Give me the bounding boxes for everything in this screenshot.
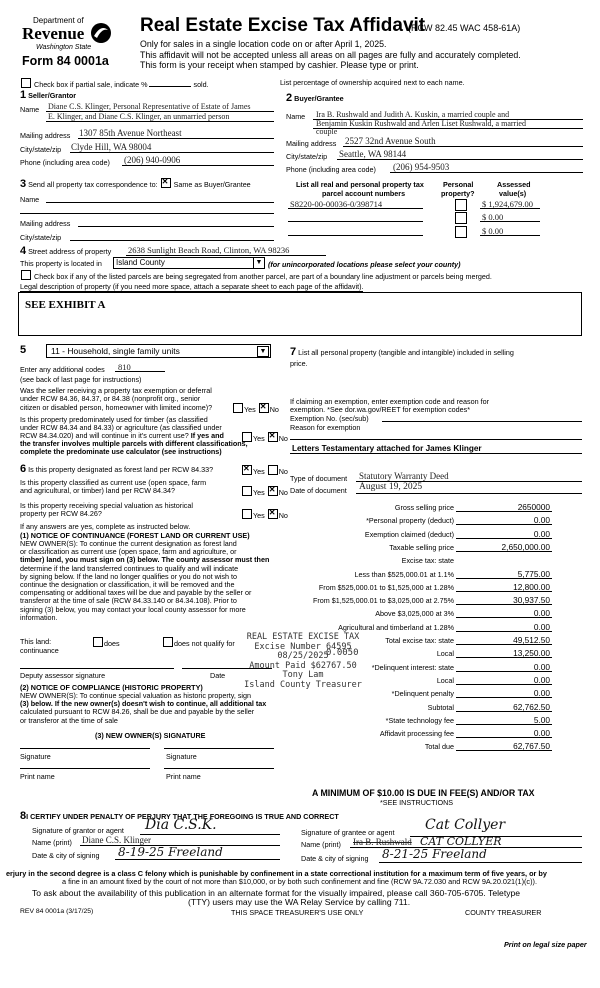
- buyer-city[interactable]: Seattle, WA 98144: [339, 149, 407, 159]
- q-exemption-3: citizen or disabled person, homeowner with limited income)?: [20, 403, 213, 412]
- segregated-checkbox[interactable]: [21, 270, 31, 280]
- form-title: Real Estate Excise Tax Affidavit: [140, 15, 426, 36]
- use-select[interactable]: [46, 344, 271, 358]
- county-value: Island County: [116, 258, 165, 267]
- does-not-label: does not qualify for: [174, 639, 235, 648]
- correspondence-label: Send all property tax correspondence to:: [28, 180, 158, 189]
- personal-header-2: property?: [441, 189, 475, 198]
- yes-label: Yes: [253, 511, 265, 520]
- calc-label: Subtotal: [427, 702, 454, 712]
- q-historic-yes-checkbox[interactable]: [242, 509, 252, 519]
- grantee-name[interactable]: CAT COLLYER: [420, 835, 502, 848]
- assessed-header-2: value(s): [499, 189, 527, 198]
- doc-type-label: Type of document: [290, 474, 348, 483]
- stamp-line: 08/25/2025: [277, 651, 329, 662]
- legal-paper-note: Print on legal size paper: [504, 940, 587, 949]
- seller-name-line2[interactable]: E. Klinger, and Diane C.S. Klinger, an unmarried person: [48, 112, 230, 121]
- county-treasurer-label: COUNTY TREASURER: [465, 908, 542, 917]
- calc-value[interactable]: 0.00: [533, 688, 550, 699]
- deputy-label: Deputy assessor signature: [20, 671, 106, 680]
- q-currentuse-2: and agricultural, or timber) land per RCW 84.34?: [20, 486, 176, 495]
- partial-sale-label: Check box if partial sale, indicate %: [34, 80, 148, 89]
- alt-format-line-2: (TTY) users may use the WA Relay Service by calling 711.: [188, 897, 411, 907]
- parcel-row-3-personal-checkbox[interactable]: [455, 226, 467, 238]
- continuance-label: continuance: [20, 646, 59, 655]
- dor-logo: [20, 16, 120, 54]
- add-codes-label: Enter any additional codes: [20, 365, 105, 374]
- notice-1-line: timber) land, you must sign on (3) below. The county assessor must then: [20, 555, 270, 565]
- q-forest-yes-checkbox[interactable]: [242, 465, 252, 475]
- exemption-text-2: exemption. *See dor.wa.gov/REET for exemption codes*: [290, 405, 471, 414]
- notice-2-line: calculated pursuant to RCW 84.26, shall be due and payable by the seller: [20, 707, 255, 717]
- grantor-name-label: Name (print): [32, 838, 72, 847]
- add-codes-value[interactable]: 810: [118, 362, 131, 372]
- calc-value[interactable]: 0.00: [533, 608, 550, 619]
- no-label: No: [278, 467, 288, 476]
- calc-value[interactable]: 30,937.50: [513, 595, 550, 606]
- does-option: [92, 637, 120, 648]
- grantee-name-struck: Ira B. Rushwald: [353, 837, 412, 847]
- section-6-number: 6: [20, 463, 27, 475]
- parcel-row-3-value[interactable]: $ 0.00: [482, 226, 504, 236]
- calc-label: Affidavit processing fee: [379, 729, 454, 739]
- street-row: [20, 245, 111, 257]
- q-currentuse-yes-checkbox[interactable]: [242, 486, 252, 496]
- calc-value[interactable]: 5,775.00: [517, 568, 550, 579]
- seller-phone[interactable]: (206) 940-0906: [124, 155, 181, 165]
- see-back-note: (see back of last page for instructions): [20, 375, 142, 384]
- parcel-row-2-personal-checkbox[interactable]: [455, 212, 467, 224]
- notice-1-line: transferor at the time of sale (RCW 84.33.140 or 84.34.108). Prior to: [20, 596, 237, 606]
- exemption-reason[interactable]: Letters Testamentary attached for James Klinger: [292, 444, 482, 453]
- buyer-city-label: City/state/zip: [286, 152, 328, 161]
- logo-revenue: Revenue: [22, 24, 85, 43]
- calc-value[interactable]: 2650000: [517, 502, 550, 512]
- seller-city[interactable]: Clyde Hill, WA 98004: [71, 142, 152, 152]
- does-checkbox[interactable]: [93, 637, 103, 647]
- q-timber-answer: [241, 432, 288, 443]
- seller-city-label: City/state/zip: [20, 145, 62, 154]
- assessed-header-1: Assessed: [497, 180, 531, 189]
- calc-value[interactable]: 0.00: [533, 528, 550, 539]
- calc-value[interactable]: 62,762.50: [513, 701, 550, 712]
- parcel-row-1-personal-checkbox[interactable]: [455, 199, 467, 211]
- legal-desc-label: Legal description of property (if you need more space, attach a separate sheet to each page of the affidavit).: [20, 282, 364, 291]
- stamp-line: Amount Paid $62767.50: [249, 660, 357, 671]
- calc-value[interactable]: 0.00: [533, 515, 550, 526]
- corr-addr-label: Mailing address: [20, 219, 71, 228]
- q-historic-1: Is this property receiving special valuation as historical: [20, 501, 193, 510]
- q-timber-no-checkbox[interactable]: [268, 432, 278, 442]
- calc-label: *Delinquent penalty: [391, 689, 454, 699]
- logo-swoosh-icon: [90, 22, 112, 44]
- parcel-row-1-value[interactable]: $ 1,924,679.00: [482, 199, 533, 209]
- section-1-number: 1: [20, 89, 27, 101]
- calc-value[interactable]: 62,767.50: [513, 741, 550, 752]
- rev-label: REV 84 0001a (3/17/25): [20, 908, 94, 915]
- does-label: does: [104, 639, 120, 648]
- seller-phone-label: Phone (including area code): [20, 158, 110, 167]
- q-currentuse-1: Is this property classified as current use (open space, farm: [20, 478, 207, 487]
- grantee-signature[interactable]: Cat Collyer: [425, 817, 506, 833]
- notice-2-line: NEW OWNER(S): To continue special valuation as historic property, sign: [20, 691, 252, 700]
- new-owner-sig-label-1: Signature: [20, 752, 51, 761]
- perjury-line-2: a fine in an amount fixed by the court of not more than $10,000, or by both such confinement and fine (RCW 9A.72.030 and RCW 9A.20.021(1)(c)).: [62, 877, 537, 886]
- parcel-row-2-value[interactable]: $ 0.00: [482, 212, 504, 222]
- calc-value[interactable]: 13,250.00: [513, 648, 550, 659]
- q-timber-3-text: RCW 84.34.020) and will continue in it's current use?: [20, 431, 189, 440]
- chevron-down-icon: ▼: [253, 258, 264, 268]
- new-owner-print-label-1: Print name: [20, 772, 55, 781]
- ownership-note: List percentage of ownership acquired next to each name.: [280, 78, 465, 87]
- parcel-header-2: parcel account numbers: [322, 189, 406, 198]
- seller-name-label: Name: [20, 105, 40, 114]
- notice-1-line: determine if the land transferred continues to qualify and will indicate: [20, 563, 239, 573]
- logo-state: Washington State: [36, 44, 92, 51]
- doesnot-option: [162, 637, 235, 648]
- q-historic-2: property per RCW 84.26?: [20, 509, 102, 518]
- calc-label: From $525,000.01 to $1,525,000 at 1.28%: [318, 582, 454, 592]
- grantor-date-city[interactable]: 8-19-25 Freeland: [118, 845, 223, 859]
- buyer-name-line3[interactable]: couple: [316, 127, 338, 136]
- no-label: No: [278, 511, 288, 520]
- q-exemption-no-checkbox[interactable]: [259, 403, 269, 413]
- section-5-number: 5: [20, 344, 27, 356]
- header-line-1: Only for sales in a single location code on or after April 1, 2025.: [140, 39, 387, 49]
- partial-pct-field[interactable]: [149, 86, 191, 87]
- q-timber-2: under RCW 84.34 and 84.33) or agriculture (as classified under: [20, 423, 222, 432]
- calc-value[interactable]: 12,800.00: [513, 581, 550, 592]
- buyer-heading: [286, 92, 344, 104]
- minimum-note: A MINIMUM OF $10.00 IS DUE IN FEE(S) AND/OR TAX: [312, 788, 535, 798]
- notice-1-line: information.: [20, 612, 58, 622]
- calc-label: Above $3,025,000 at 3%: [375, 609, 454, 619]
- street-address[interactable]: 2638 Sunlight Beach Road, Clinton, WA 98236: [128, 245, 290, 255]
- same-as-buyer-label: Same as Buyer/Grantee: [173, 180, 251, 189]
- calc-label: Gross selling price: [394, 503, 454, 512]
- calc-label: Less than $525,000.01 at 1.1%: [354, 569, 454, 579]
- q-forest-no-checkbox[interactable]: [268, 465, 278, 475]
- this-land-label: This land:: [20, 637, 52, 646]
- perjury-text-1: erjury in the second degree is a class C felony which is punishable by confinement in a state correctional institution for a maximum term of five years, or by: [6, 869, 547, 878]
- section-8-number: 8: [20, 810, 27, 822]
- see-instructions: *SEE INSTRUCTIONS: [380, 798, 454, 807]
- grantor-date-label: Date & city of signing: [32, 851, 100, 860]
- notice-1-line: compensating or additional taxes will be due and payable by the seller or: [20, 588, 252, 598]
- calc-value[interactable]: 5.00: [533, 714, 550, 725]
- calc-label: Local: [436, 649, 454, 659]
- q-exemption-yes-checkbox[interactable]: [233, 403, 243, 413]
- grantor-signature[interactable]: Dia C.S.K.: [145, 817, 217, 833]
- q-timber-5: complete the predominate use calculator (see instructions): [20, 447, 222, 456]
- corr-name-label: Name: [20, 195, 40, 204]
- section-4-number: 4: [20, 245, 27, 257]
- notice-1-line: signing (3) below, you may contact your local county assessor for more: [20, 604, 246, 614]
- local-rate: 0.0050: [326, 648, 359, 659]
- buyer-name-line1[interactable]: Ira B. Rushwald and Judith A. Kuskin, a married couple and: [316, 110, 510, 119]
- section-2-number: 2: [286, 92, 293, 104]
- q-historic-no-checkbox[interactable]: [268, 509, 278, 519]
- notice-1-line: or classification as current use (open space, farm and agriculture, or: [20, 547, 237, 557]
- q-historic-answer: [241, 509, 288, 520]
- calc-label: Local: [436, 675, 454, 685]
- exemption-no-label: Exemption No. (sec/sub): [290, 414, 369, 423]
- calc-value[interactable]: 2,650,000.00: [501, 541, 550, 552]
- segregated-label: Check box if any of the listed parcels are being segregated from another parcel, are part of a boundary line adjustment or parcels being merged.: [34, 272, 492, 281]
- calc-value[interactable]: 0.00: [533, 661, 550, 672]
- q-timber-4: the transfer involves multiple parcels with different classifications,: [20, 439, 248, 448]
- grantee-sig-label: Signature of grantee or agent: [301, 828, 395, 837]
- seller-heading: [20, 89, 76, 101]
- section-7-number: 7: [290, 346, 297, 358]
- grantor-name[interactable]: Diane C.S. Klinger: [82, 835, 151, 845]
- certify-text: I CERTIFY UNDER PENALTY OF PERJURY THAT THE FOREGOING IS TRUE AND CORRECT: [26, 812, 339, 821]
- does-not-checkbox[interactable]: [163, 637, 173, 647]
- section-3-number: 3: [20, 178, 27, 190]
- buyer-title: Buyer/Grantee: [294, 94, 344, 103]
- notice-2-line: (3) below. If the new owner(s) doesn't wish to continue, all additional tax: [20, 699, 267, 709]
- calc-label: Total excise tax: state: [385, 636, 454, 645]
- calc-label: *Personal property (deduct): [366, 516, 454, 526]
- buyer-name-label: Name: [286, 112, 306, 121]
- yes-label: Yes: [253, 434, 265, 443]
- personal-header-1: Personal: [443, 180, 474, 189]
- q-forest: [20, 463, 213, 475]
- q-timber-yes-checkbox[interactable]: [242, 432, 252, 442]
- no-label: No: [269, 405, 279, 414]
- use-chevron-down-icon: ▼: [257, 346, 269, 357]
- q-exemption-1: Was the seller receiving a property tax exemption or deferral: [20, 386, 212, 395]
- q-exemption-2: under RCW 84.36, 84.37, or 84.38 (nonprofit org., senior: [20, 394, 201, 403]
- stamp-line: Excise Number 64595: [254, 641, 352, 652]
- if-any-note: If any answers are yes, complete as instructed below.: [20, 522, 191, 531]
- q-currentuse-no-checkbox[interactable]: [268, 486, 278, 496]
- q-exemption-answer: [232, 403, 279, 414]
- calc-label: Exemption claimed (deduct): [364, 529, 454, 539]
- calc-label: Taxable selling price: [389, 542, 454, 552]
- calc-label: Total due: [424, 742, 454, 752]
- exemption-reason-label: Reason for exemption: [290, 423, 361, 432]
- alt-format-line-1: To ask about the availability of this publication in an alternate format for the visually impaired, please call 360-705-6705. Teletype: [32, 888, 521, 898]
- seller-addr[interactable]: 1307 85th Avenue Northeast: [79, 128, 182, 138]
- q-timber-1: Is this property predominately used for timber (as classified: [20, 415, 208, 424]
- doc-type[interactable]: Statutory Warranty Deed: [359, 471, 449, 481]
- stamp-line: Tony Lam: [282, 670, 324, 681]
- buyer-phone[interactable]: (206) 954-9503: [393, 162, 450, 172]
- buyer-phone-label: Phone (including area code): [286, 165, 376, 174]
- doc-date[interactable]: August 19, 2025: [359, 482, 423, 492]
- buyer-name-line2[interactable]: Benjamin Kuskin Rushwald and Arlen Liset Rushwald, a married: [316, 119, 526, 128]
- notice-1-line: NEW OWNER(S): To continue the current designation as forest land: [20, 539, 237, 548]
- form-number: Form 84 0001a: [22, 54, 109, 68]
- notice-1-body: [20, 540, 269, 622]
- logo-dept: Department of: [33, 16, 84, 25]
- stamp-line: Island County Treasurer: [244, 679, 362, 690]
- calc-value[interactable]: 0.00: [533, 674, 550, 685]
- grantor-sig-label: Signature of grantor or agent: [32, 826, 124, 835]
- no-label: No: [278, 434, 288, 443]
- notice-2-line: or transferor at the time of sale: [20, 715, 118, 725]
- notice-3-heading: (3) NEW OWNER(S) SIGNATURE: [95, 731, 206, 740]
- treasurer-stamp: [238, 633, 368, 691]
- partial-sale-checkbox[interactable]: [21, 78, 31, 88]
- notice-1-line: continue the designation or classification, it will be removed and the: [20, 580, 235, 590]
- segregated-row: [20, 270, 492, 281]
- legal-exhibit: SEE EXHIBIT A: [25, 299, 106, 311]
- calc-value[interactable]: 0.00: [533, 728, 550, 739]
- same-as-buyer-checkbox[interactable]: [161, 178, 171, 188]
- new-owner-sig-label-2: Signature: [166, 752, 197, 761]
- q-timber-3-bold: If yes and: [190, 431, 224, 440]
- partial-sale-row: [20, 78, 209, 89]
- corr-city-label: City/state/zip: [20, 233, 62, 242]
- q-currentuse-answer: [241, 486, 288, 497]
- notice-2-body: [20, 692, 266, 725]
- calc-label: Excise tax: state: [401, 556, 454, 566]
- correspondence-row: [20, 178, 251, 190]
- grantee-date-label: Date & city of signing: [301, 854, 369, 863]
- calc-value[interactable]: 0.00: [533, 621, 550, 632]
- notice-1-line: by signing below. If the land no longer qualifies or you do not wish to: [20, 571, 237, 581]
- seller-title: Seller/Grantor: [28, 91, 77, 100]
- exemption-text-1: If claiming an exemption, enter exemption code and reason for: [290, 397, 489, 406]
- parcel-header-1: List all real and personal property tax: [296, 180, 424, 189]
- street-label: Street address of property: [28, 247, 112, 256]
- legal-description-box[interactable]: [18, 292, 582, 336]
- header-line-2: This affidavit will not be accepted unless all areas on all pages are fully and accurately completed.: [140, 50, 521, 60]
- use-value: 11 - Household, single family units: [51, 346, 180, 356]
- calc-label: *State technology fee: [385, 715, 454, 725]
- personal-prop-text: List all personal property (tangible and intangible) included in selling: [298, 348, 514, 357]
- doc-date-label: Date of document: [290, 486, 347, 495]
- q-forest-text: Is this property designated as forest land per RCW 84.33?: [28, 465, 214, 474]
- no-label: No: [278, 488, 288, 497]
- calc-label: From $1,525,000.01 to $3,025,000 at 2.75%: [312, 596, 454, 606]
- buyer-addr-label: Mailing address: [286, 139, 337, 148]
- notice-1-heading: (1) NOTICE OF CONTINUANCE (FOREST LAND OR CURRENT USE): [20, 531, 250, 540]
- yes-label: Yes: [244, 405, 256, 414]
- parcel-row-1-number[interactable]: S8220-00-00036-0/398714: [290, 199, 383, 209]
- seller-name-line1[interactable]: Diane C.S. Klinger, Personal Representative of Estate of James: [48, 102, 251, 111]
- located-label: This property is located in: [20, 259, 102, 268]
- calc-value[interactable]: 49,512.50: [513, 635, 550, 645]
- grantee-date-city[interactable]: 8-21-25 Freeland: [382, 847, 487, 861]
- grantee-name-label: Name (print): [301, 840, 341, 849]
- new-owner-print-label-2: Print name: [166, 772, 201, 781]
- buyer-addr[interactable]: 2527 32nd Avenue South: [345, 136, 436, 146]
- notice-2-heading: (2) NOTICE OF COMPLIANCE (HISTORIC PROPERTY): [20, 683, 203, 692]
- calc-label: Agricultural and timberland at 1.28%: [338, 622, 454, 632]
- header-line-3: This form is your receipt when stamped by cashier. Please type or print.: [140, 60, 419, 70]
- q-forest-answer: [241, 465, 288, 476]
- deputy-date-label: Date: [210, 671, 226, 680]
- personal-prop-row: [290, 346, 514, 358]
- treasurer-use-label: THIS SPACE TREASURER'S USE ONLY: [231, 908, 364, 917]
- county-select[interactable]: [113, 257, 265, 269]
- seller-addr-label: Mailing address: [20, 131, 71, 140]
- yes-label: Yes: [253, 467, 265, 476]
- partial-sold-label: sold.: [193, 80, 209, 89]
- uninc-note: (for unincorporated locations please select your county): [268, 260, 461, 269]
- calc-label: *Delinquent interest: state: [371, 662, 454, 672]
- stamp-line: REAL ESTATE EXCISE TAX: [246, 632, 360, 642]
- form-rcw: (RCW 82.45 WAC 458-61A): [408, 23, 521, 33]
- personal-prop-price: price.: [290, 359, 308, 368]
- yes-label: Yes: [253, 488, 265, 497]
